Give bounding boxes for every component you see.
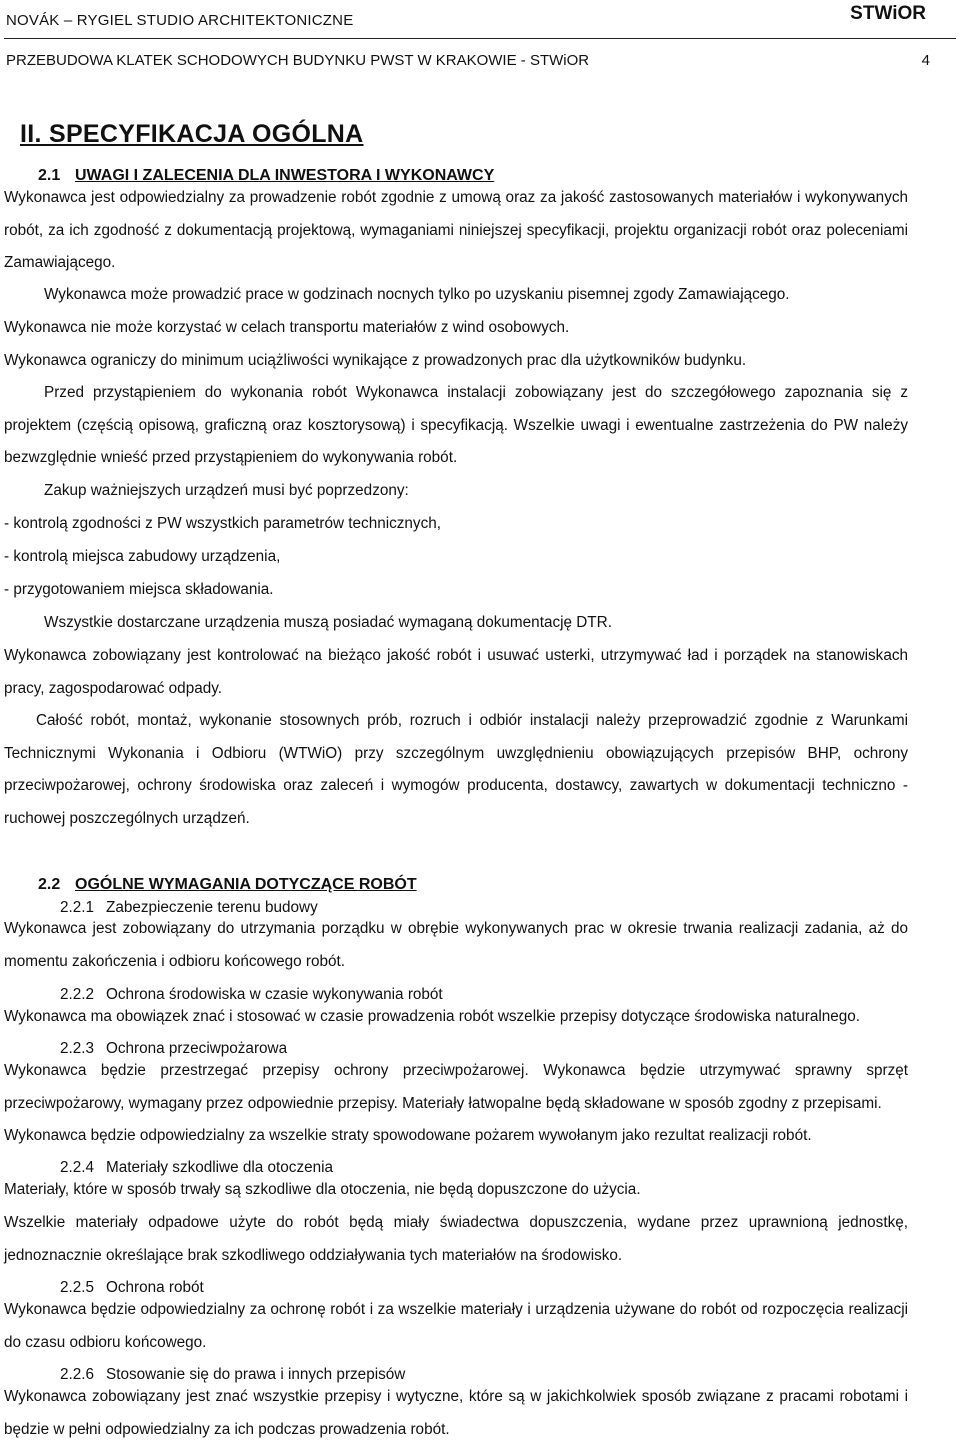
- section-title: II. SPECYFIKACJA OGÓLNA: [20, 120, 364, 148]
- paragraph-responsibility: Wykonawca jest odpowiedzialny za prowadzenie robót zgodnie z umową oraz za jakość zastosowanych materiałów i wykonywanych robót, za ich zgodność z dokumentacją projektową, wymaganiami niniejszej specyfikacji, projektu organizacji robót oraz poleceniami Zamawiającego.: [4, 189, 908, 271]
- heading-number: 2.2.6: [60, 1366, 95, 1383]
- paragraph-works-protection: Wykonawca będzie odpowiedzialny za ochronę robót i za wszelkie materiały i urządzenia używane do robót od rozpoczęcia realizacji do czasu odbioru końcowego.: [4, 1301, 908, 1351]
- heading-text: Zabezpieczenie terenu budowy: [106, 899, 318, 916]
- header-studio-name: NOVÁK – RYGIEL STUDIO ARCHITEKTONICZNE: [6, 12, 354, 29]
- heading-number: 2.2.1: [60, 899, 95, 916]
- paragraph-environment: Wykonawca ma obowiązek znać i stosować w czasie prowadzenia robót wszelkie przepisy dotyczące środowiska naturalnego.: [4, 1008, 861, 1025]
- paragraph-harmful-materials: Materiały, które w sposób trwały są szkodliwe dla otoczenia, nie będą dopuszczone do użycia.: [4, 1181, 641, 1198]
- heading-text: Stosowanie się do prawa i innych przepisów: [106, 1366, 406, 1383]
- heading-number: 2.1: [38, 167, 61, 184]
- paragraph-nuisance: Wykonawca ograniczy do minimum uciążliwości wynikające z prowadzonych prac dla użytkowników budynku.: [4, 352, 747, 369]
- header-divider: [4, 38, 956, 39]
- heading-2-2: [38, 876, 417, 894]
- paragraph-waste-materials: Wszelkie materiały odpadowe użyte do robót będą miały świadectwa dopuszczenia, wydane przez uprawnioną jednostkę, jednoznacznie określające brak szkodliwego oddziaływania tych materiałów na środowisko.: [4, 1214, 908, 1264]
- heading-number: 2.2.2: [60, 986, 95, 1003]
- paragraph-dtr: Wszystkie dostarczane urządzenia muszą posiadać wymaganą dokumentację DTR.: [44, 614, 612, 631]
- heading-text: OGÓLNE WYMAGANIA DOTYCZĄCE ROBÓT: [75, 876, 417, 893]
- heading-text: Ochrona środowiska w czasie wykonywania robót: [106, 986, 443, 1003]
- heading-text: Ochrona przeciwpożarowa: [106, 1040, 288, 1057]
- heading-number: 2.2: [38, 876, 61, 893]
- heading-number: 2.2.4: [60, 1159, 95, 1176]
- list-item-parameters: - kontrolą zgodności z PW wszystkich parametrów technicznych,: [4, 515, 441, 532]
- page-number: 4: [921, 52, 930, 69]
- heading-text: UWAGI I ZALECENIA DLA INWESTORA I WYKONAWCY: [75, 167, 495, 184]
- list-item-storage: - przygotowaniem miejsca składowania.: [4, 581, 274, 598]
- paragraph-fire-protection: Wykonawca będzie przestrzegać przepisy ochrony przeciwpożarowej. Wykonawca będzie utrzymywać sprawny sprzęt przeciwpożarowy, wymagany przez odpowiednie przepisy. Materiały łatwopalne będą składowane w sposób zgodny z przepisami.: [4, 1062, 908, 1112]
- paragraph-no-elevators: Wykonawca nie może korzystać w celach transportu materiałów z wind osobowych.: [4, 319, 570, 336]
- paragraph-site-protection: Wykonawca jest zobowiązany do utrzymania porządku w obrębie wykonywanych prac w okresie trwania realizacji zadania, aż do momentu zakończenia i odbioru końcowego robót.: [4, 920, 908, 970]
- paragraph-quality: Wykonawca zobowiązany jest kontrolować na bieżąco jakość robót i usuwać usterki, utrzymywać ład i porządek na stanowiskach pracy, zagospodarować odpady.: [4, 647, 908, 697]
- heading-number: 2.2.5: [60, 1279, 95, 1296]
- header-project-title: PRZEBUDOWA KLATEK SCHODOWYCH BUDYNKU PWST W KRAKOWIE - STWiOR: [6, 52, 590, 69]
- list-item-location: - kontrolą miejsca zabudowy urządzenia,: [4, 548, 281, 565]
- heading-number: 2.2.3: [60, 1040, 95, 1057]
- paragraph-fire-liability: Wykonawca będzie odpowiedzialny za wszelkie straty spowodowane pożarem wywołanym jako rezultat realizacji robót.: [4, 1127, 812, 1144]
- paragraph-wtwio: Całość robót, montaż, wykonanie stosownych prób, rozruch i odbiór instalacji należy przeprowadzić zgodnie z Warunkami Technicznymi Wykonania i Odbioru (WTWiO) przy szczególnym uwzględnieniu obowiązujących przepisów BHP, ochrony przeciwpożarowej, ochrony środowiska oraz zaleceń i wymogów producenta, dostawcy, zawartych w dokumentacji techniczno - ruchowej poszczególnych urządzeń.: [4, 712, 908, 827]
- paragraph-purchase: Zakup ważniejszych urządzeń musi być poprzedzony:: [44, 482, 409, 499]
- heading-text: Ochrona robót: [106, 1279, 204, 1296]
- paragraph-night-work: Wykonawca może prowadzić prace w godzinach nocnych tylko po uzyskaniu pisemnej zgody Zamawiającego.: [44, 286, 790, 303]
- heading-text: Materiały szkodliwe dla otoczenia: [106, 1159, 334, 1176]
- paragraph-regulations: Wykonawca zobowiązany jest znać wszystkie przepisy i wytyczne, które są w jakichkolwiek sposób związane z pracami robotami i będzie w pełni odpowiedzialny za ich podczas prowadzenia robót.: [4, 1388, 908, 1438]
- header-brand: STWiOR: [850, 3, 926, 24]
- paragraph-before-start: Przed przystąpieniem do wykonania robót Wykonawca instalacji zobowiązany jest do szczegółowego zapoznania się z projektem (częścią opisową, graficzną oraz kosztorysową) i specyfikacją. Wszelkie uwagi i ewentualne zastrzeżenia do PW należy bezwzględnie wnieść przed przystąpieniem do wykonywania robót.: [4, 384, 908, 466]
